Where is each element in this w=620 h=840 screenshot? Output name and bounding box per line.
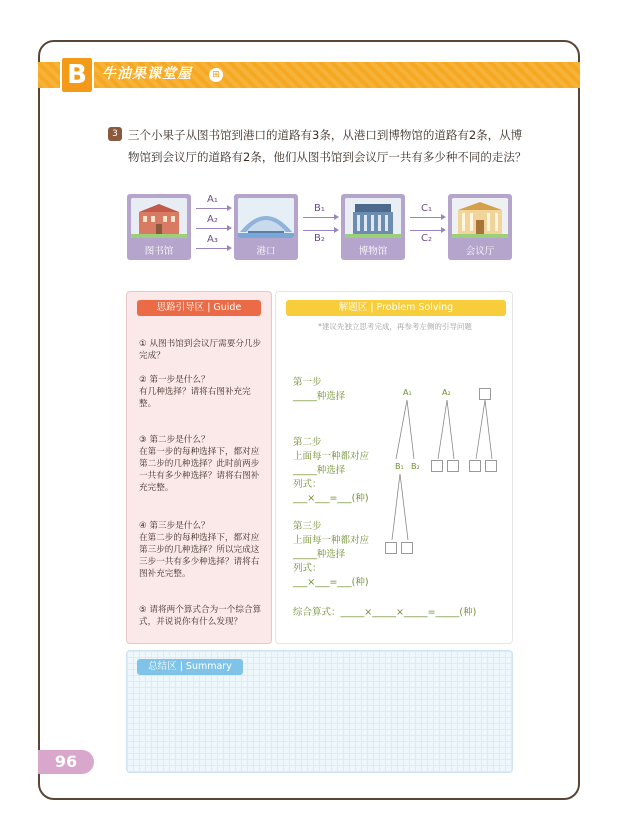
- route-label: A₁: [207, 194, 218, 205]
- place-label: 港口: [256, 246, 276, 257]
- step2-formula: ___×___=___(种): [293, 493, 369, 504]
- step3-line1: 上面每一种都对应: [293, 535, 370, 546]
- route-arrow: [303, 217, 337, 218]
- route-arrow: [196, 208, 230, 209]
- answer-box[interactable]: [485, 460, 497, 472]
- step2-line2: _____种选择: [293, 465, 346, 476]
- question-text: 三个小果子从图书馆到港口的道路有3条，从港口到博物馆的道路有2条，从博物馆到会议厅的道路有2条，他们从图书馆到会议厅一共有多少种不同的走法？: [128, 128, 527, 164]
- step1-title: 第一步: [293, 377, 322, 388]
- combined-formula: 综合算式：_____×_____×_____=_____(种): [293, 607, 477, 618]
- answer-box[interactable]: [479, 388, 491, 400]
- step3-title: 第三步: [293, 521, 322, 532]
- answer-box[interactable]: [447, 460, 459, 472]
- answer-box[interactable]: [469, 460, 481, 472]
- header-title: 牛油果课堂屋: [102, 66, 192, 82]
- tree-node-a1: A₁: [403, 388, 412, 397]
- step1-line: _____种选择: [293, 391, 346, 402]
- guide-item: ④ 第三步是什么？ 在第二步的每种选择下，都对应第三步的几种选择？所以完成这三步一共有多少种选择？请将右图补充完整。: [139, 521, 260, 579]
- guide-item: ⑤ 请将两个算式合为一个综合算式，并说说你有什么发现？: [139, 605, 262, 627]
- route-arrow: [196, 248, 230, 249]
- answer-box[interactable]: [401, 542, 413, 554]
- step3-formula: ___×___=___(种): [293, 577, 369, 588]
- step3-formula-label: 列式：: [293, 563, 322, 574]
- place-label: 会议厅: [465, 246, 495, 257]
- tree-node-b1: B₁: [395, 462, 404, 471]
- route-label: B₂: [314, 233, 325, 244]
- museum-building-icon: [345, 198, 401, 238]
- route-label: C₂: [421, 233, 432, 244]
- route-arrow: [303, 230, 337, 231]
- route-arrow: [196, 228, 230, 229]
- summary-panel[interactable]: [126, 650, 513, 773]
- section-badge: B: [60, 56, 94, 94]
- question-number: 3: [108, 127, 122, 141]
- step2-formula-label: 列式：: [293, 479, 322, 490]
- hall-building-icon: [452, 198, 508, 238]
- place-port: [234, 194, 298, 260]
- place-museum: [341, 194, 405, 260]
- tree-node-b2: B₂: [411, 462, 420, 471]
- route-label: A₃: [207, 234, 218, 245]
- route-label: A₂: [207, 214, 218, 225]
- place-label: 图书馆: [144, 246, 174, 257]
- guide-item: ③ 第二步是什么？ 在第一步的每种选择下，都对应第二步的几种选择？此时前两步一共有多少种选择？请将右图补充完整。: [139, 435, 260, 493]
- step2-line1: 上面每一种都对应: [293, 451, 370, 462]
- place-library: [127, 194, 191, 260]
- guide-item: ① 从图书馆到会议厅需要分几步完成？: [139, 339, 262, 361]
- route-label: B₁: [314, 203, 325, 214]
- solving-title: 解题区 | Problem Solving: [286, 300, 506, 316]
- route-arrow: [410, 230, 444, 231]
- solving-panel: [275, 291, 513, 644]
- place-label: 博物馆: [358, 246, 388, 257]
- step3-line2: _____种选择: [293, 549, 346, 560]
- library-building-icon: [131, 198, 187, 238]
- classroom-icon: ⊞: [209, 68, 223, 82]
- page-number: 96: [38, 750, 94, 774]
- solving-hint: *建议先独立思考完成，再参考左侧的引导问题: [318, 322, 472, 331]
- tree-node-a2: A₂: [442, 388, 451, 397]
- guide-item: ② 第一步是什么？ 有几种选择？请将右图补充完整。: [139, 375, 251, 409]
- answer-box[interactable]: [431, 460, 443, 472]
- route-arrow: [410, 217, 444, 218]
- summary-title: 总结区 | Summary: [137, 659, 243, 675]
- step2-title: 第二步: [293, 437, 322, 448]
- guide-panel: [126, 291, 272, 644]
- answer-box[interactable]: [385, 542, 397, 554]
- guide-title: 思路引导区 | Guide: [137, 300, 261, 316]
- route-label: C₁: [421, 203, 432, 214]
- place-hall: [448, 194, 512, 260]
- port-building-icon: [238, 198, 294, 238]
